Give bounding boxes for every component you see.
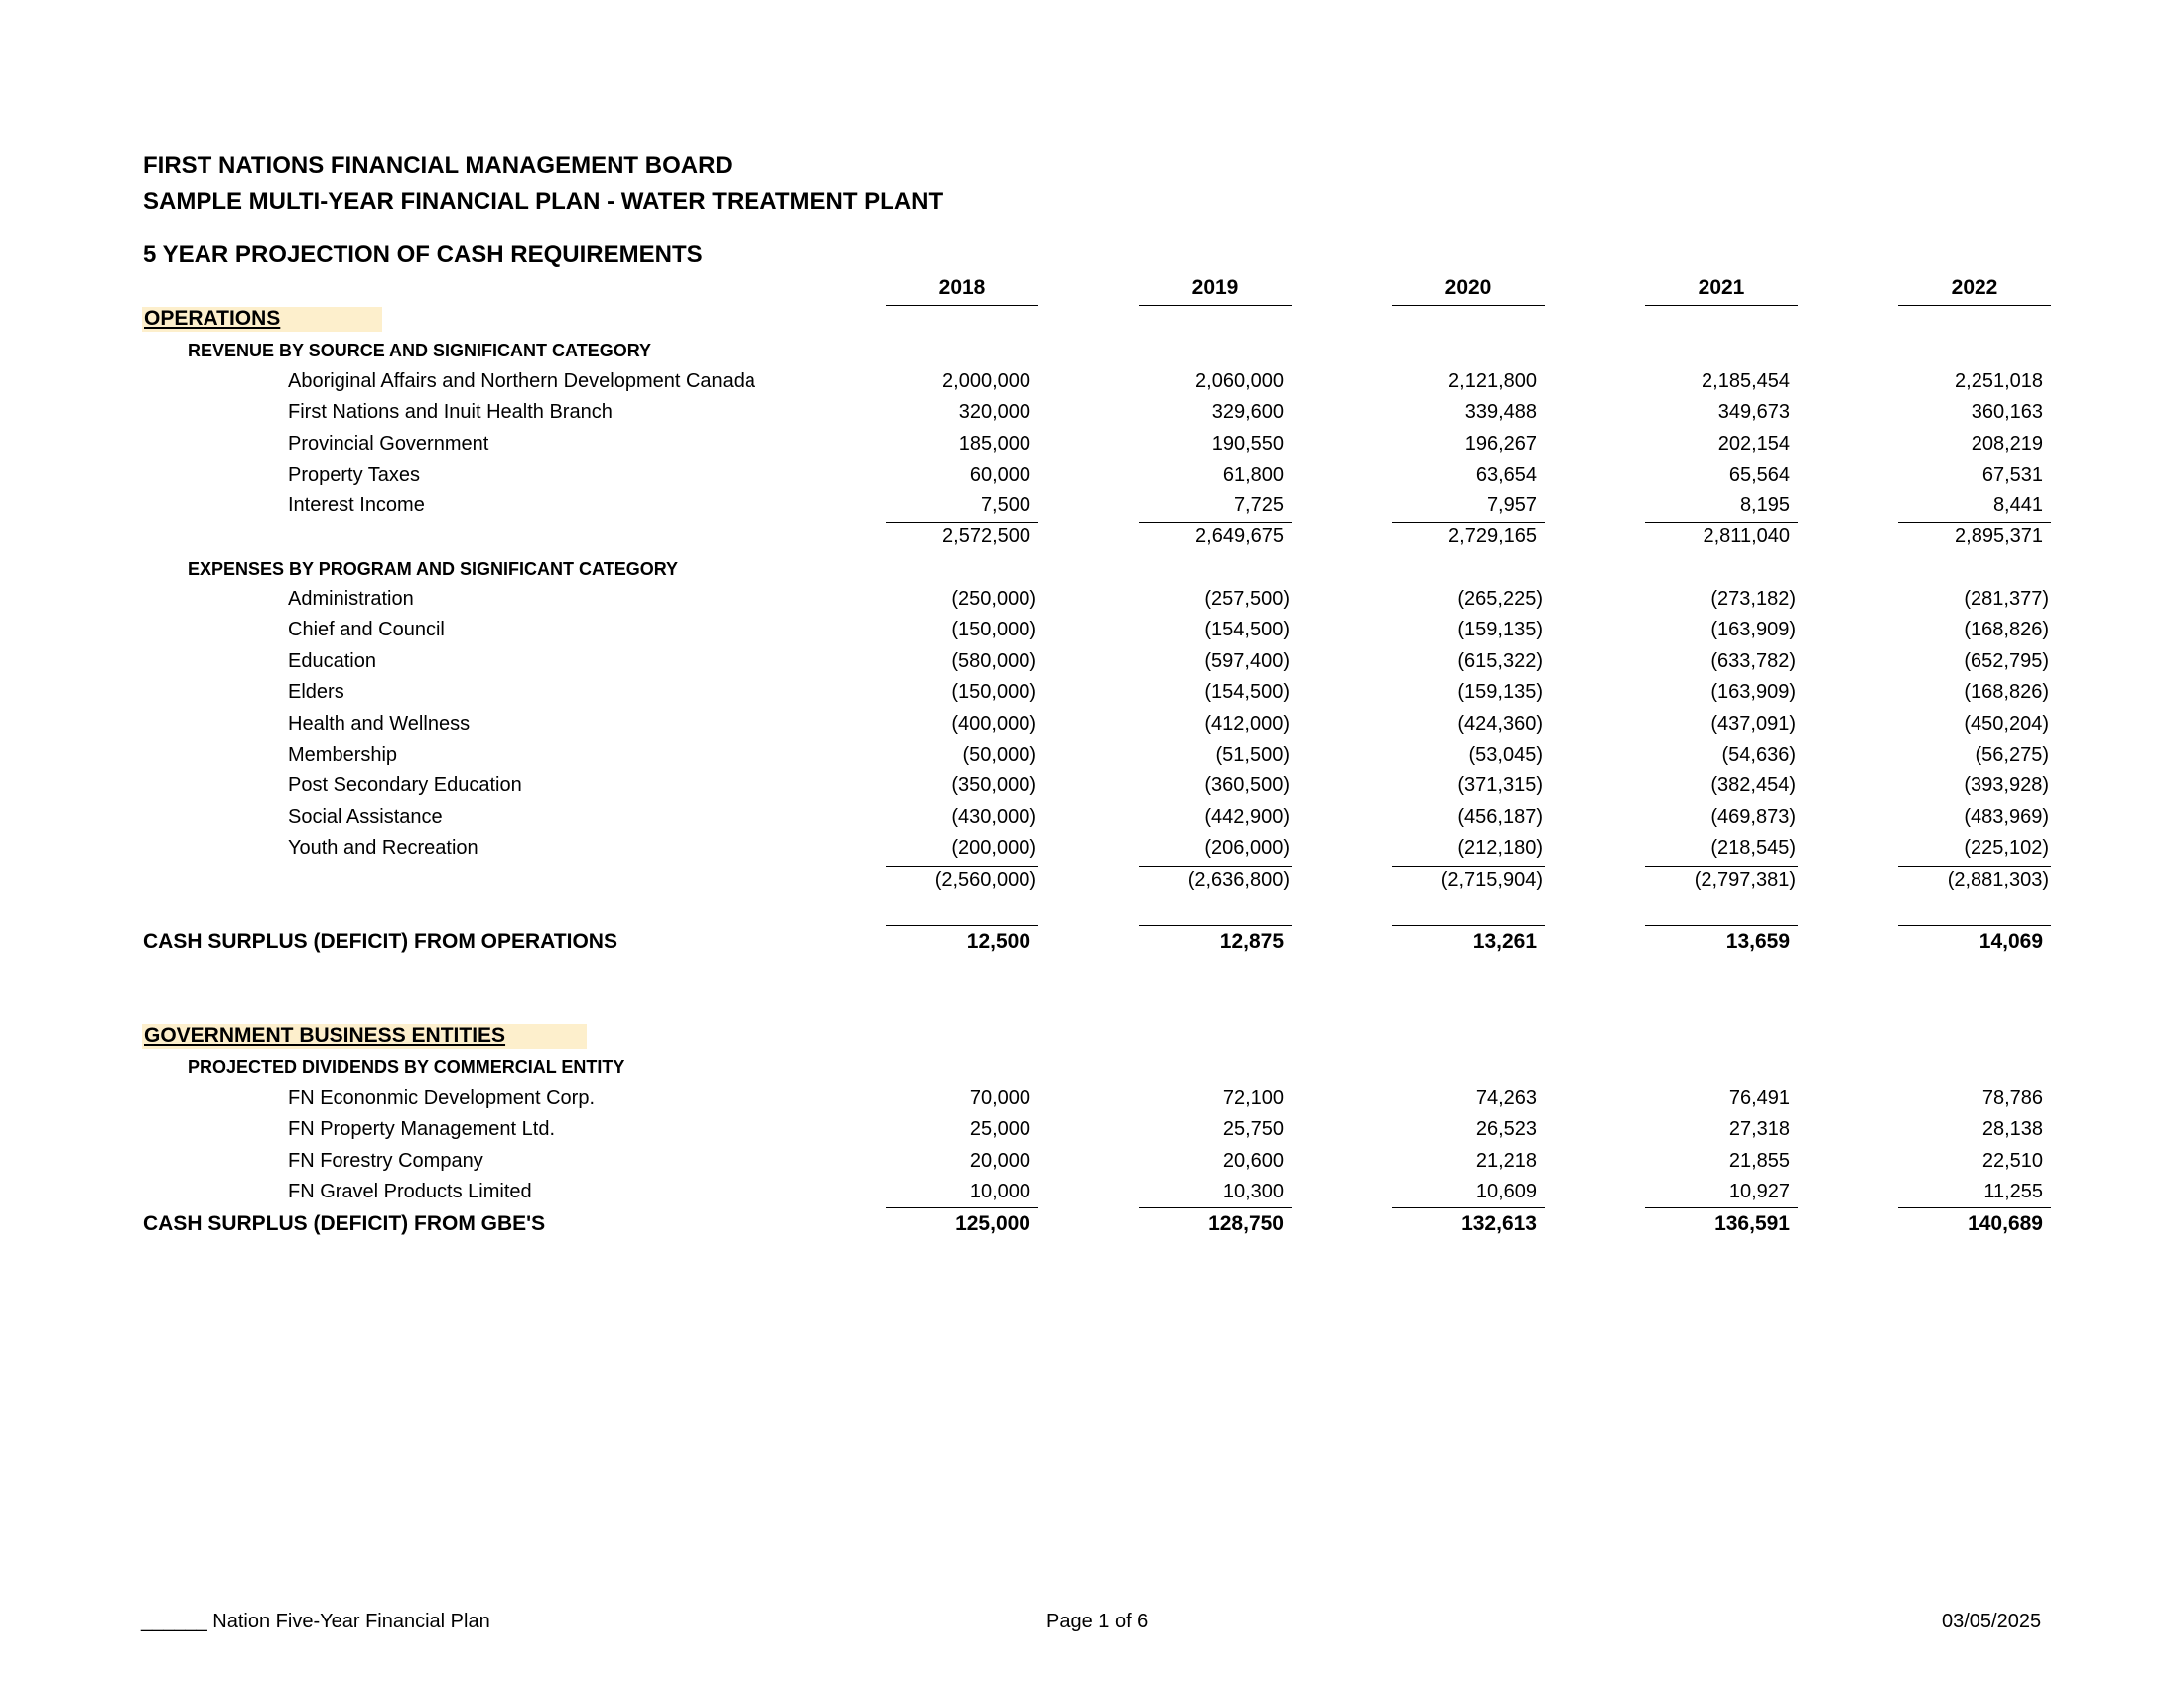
revenue-value: 339,488 bbox=[1464, 401, 1537, 423]
dividend-value: 10,609 bbox=[1475, 1181, 1537, 1202]
expense-item-label: Chief and Council bbox=[288, 619, 445, 640]
gbe-surplus-rule bbox=[1392, 1207, 1545, 1208]
footer-plan-name: ______ Nation Five-Year Financial Plan bbox=[141, 1611, 490, 1632]
expense-item-label: Elders bbox=[288, 681, 344, 703]
revenue-value: 63,654 bbox=[1475, 464, 1537, 486]
expense-value: (469,873) bbox=[1710, 806, 1796, 828]
expense-value: (150,000) bbox=[951, 681, 1036, 703]
dividend-value: 76,491 bbox=[1728, 1087, 1790, 1109]
expense-subtotal-rule bbox=[1645, 866, 1798, 867]
org-title: FIRST NATIONS FINANCIAL MANAGEMENT BOARD bbox=[143, 152, 733, 179]
revenue-item-label: Property Taxes bbox=[288, 464, 421, 486]
expense-value: (483,969) bbox=[1964, 806, 2049, 828]
revenue-item-label: Aboriginal Affairs and Northern Development Canada bbox=[288, 370, 756, 392]
expense-value: (430,000) bbox=[951, 806, 1036, 828]
expense-value: (382,454) bbox=[1710, 774, 1796, 796]
dividend-value: 10,000 bbox=[969, 1181, 1030, 1202]
revenue-value: 2,000,000 bbox=[942, 370, 1030, 392]
revenue-value: 329,600 bbox=[1211, 401, 1284, 423]
expense-value: (159,135) bbox=[1457, 681, 1543, 703]
expense-value: (168,826) bbox=[1964, 619, 2049, 640]
revenue-subtotal-rule bbox=[1898, 522, 2051, 523]
expense-item-label: Education bbox=[288, 650, 376, 672]
gbe-surplus-value: 125,000 bbox=[955, 1212, 1030, 1235]
year-header-2021: 2021 bbox=[1645, 276, 1798, 306]
expense-value: (154,500) bbox=[1204, 619, 1290, 640]
gbe-surplus-value: 132,613 bbox=[1461, 1212, 1537, 1235]
gbe-surplus-rule bbox=[1139, 1207, 1292, 1208]
expense-value: (200,000) bbox=[951, 837, 1036, 859]
expense-value: (615,322) bbox=[1457, 650, 1543, 672]
dividend-value: 28,138 bbox=[1981, 1118, 2043, 1140]
expense-value: (250,000) bbox=[951, 588, 1036, 610]
revenue-value: 349,673 bbox=[1717, 401, 1790, 423]
dividend-value: 78,786 bbox=[1981, 1087, 2043, 1109]
revenue-value: 60,000 bbox=[969, 464, 1030, 486]
operations-surplus-value: 13,261 bbox=[1472, 930, 1537, 953]
expense-value: (400,000) bbox=[951, 713, 1036, 735]
operations-surplus-value: 12,500 bbox=[966, 930, 1030, 953]
dividend-item-label: FN Econonmic Development Corp. bbox=[288, 1087, 596, 1109]
operations-surplus-label: CASH SURPLUS (DEFICIT) FROM OPERATIONS bbox=[143, 930, 617, 953]
dividend-value: 74,263 bbox=[1475, 1087, 1537, 1109]
expense-value: (51,500) bbox=[1215, 744, 1290, 766]
section-gbe: GOVERNMENT BUSINESS ENTITIES bbox=[142, 1024, 587, 1049]
expense-value: (456,187) bbox=[1457, 806, 1543, 828]
revenue-subtotal-rule bbox=[1645, 522, 1798, 523]
revenue-subtotal-rule bbox=[1392, 522, 1545, 523]
expense-value: (265,225) bbox=[1457, 588, 1543, 610]
operations-surplus-rule bbox=[1898, 925, 2051, 926]
expense-value: (150,000) bbox=[951, 619, 1036, 640]
revenue-total-value: 2,895,371 bbox=[1955, 525, 2043, 547]
expense-value: (597,400) bbox=[1204, 650, 1290, 672]
revenue-value: 190,550 bbox=[1211, 433, 1284, 455]
revenue-value: 8,195 bbox=[1739, 494, 1790, 516]
dividend-value: 25,000 bbox=[969, 1118, 1030, 1140]
gbe-surplus-label: CASH SURPLUS (DEFICIT) FROM GBE'S bbox=[143, 1212, 546, 1235]
gbe-surplus-rule bbox=[1898, 1207, 2051, 1208]
revenue-value: 7,957 bbox=[1486, 494, 1537, 516]
revenue-total-value: 2,811,040 bbox=[1703, 525, 1790, 547]
revenue-total-value: 2,649,675 bbox=[1195, 525, 1284, 547]
revenue-subtotal-rule bbox=[1139, 522, 1292, 523]
revenue-value: 61,800 bbox=[1222, 464, 1284, 486]
revenue-heading: REVENUE BY SOURCE AND SIGNIFICANT CATEGORY bbox=[188, 341, 652, 360]
operations-surplus-value: 14,069 bbox=[1979, 930, 2043, 953]
dividend-value: 20,600 bbox=[1222, 1150, 1284, 1172]
operations-surplus-rule bbox=[1139, 925, 1292, 926]
revenue-item-label: First Nations and Inuit Health Branch bbox=[288, 401, 613, 423]
operations-surplus-value: 12,875 bbox=[1219, 930, 1284, 953]
expense-value: (371,315) bbox=[1457, 774, 1543, 796]
expense-item-label: Health and Wellness bbox=[288, 713, 471, 735]
revenue-value: 67,531 bbox=[1981, 464, 2043, 486]
year-header-2020: 2020 bbox=[1392, 276, 1545, 306]
dividend-value: 10,300 bbox=[1222, 1181, 1284, 1202]
expense-value: (450,204) bbox=[1964, 713, 2049, 735]
expense-value: (50,000) bbox=[962, 744, 1036, 766]
revenue-value: 8,441 bbox=[1992, 494, 2043, 516]
expense-value: (206,000) bbox=[1204, 837, 1290, 859]
dividends-heading: PROJECTED DIVIDENDS BY COMMERCIAL ENTITY bbox=[188, 1057, 625, 1077]
revenue-value: 7,500 bbox=[980, 494, 1030, 516]
expense-value: (412,000) bbox=[1204, 713, 1290, 735]
year-header-2018: 2018 bbox=[886, 276, 1038, 306]
gbe-surplus-value: 136,591 bbox=[1714, 1212, 1790, 1235]
dividend-item-label: FN Property Management Ltd. bbox=[288, 1118, 556, 1140]
revenue-value: 2,251,018 bbox=[1955, 370, 2043, 392]
expense-value: (437,091) bbox=[1710, 713, 1796, 735]
dividend-value: 22,510 bbox=[1981, 1150, 2043, 1172]
revenue-total-value: 2,729,165 bbox=[1448, 525, 1537, 547]
expense-value: (212,180) bbox=[1457, 837, 1543, 859]
expense-value: (442,900) bbox=[1204, 806, 1290, 828]
expense-item-label: Youth and Recreation bbox=[288, 837, 478, 859]
dividend-value: 27,318 bbox=[1728, 1118, 1790, 1140]
expense-total-value: (2,715,904) bbox=[1440, 869, 1543, 891]
expense-total-value: (2,881,303) bbox=[1947, 869, 2049, 891]
revenue-value: 2,121,800 bbox=[1448, 370, 1537, 392]
revenue-subtotal-rule bbox=[886, 522, 1038, 523]
expense-value: (225,102) bbox=[1964, 837, 2049, 859]
revenue-value: 2,060,000 bbox=[1195, 370, 1284, 392]
gbe-surplus-value: 128,750 bbox=[1208, 1212, 1284, 1235]
revenue-item-label: Provincial Government bbox=[288, 433, 489, 455]
revenue-total-value: 2,572,500 bbox=[942, 525, 1030, 547]
operations-surplus-value: 13,659 bbox=[1725, 930, 1790, 953]
expense-value: (163,909) bbox=[1710, 619, 1796, 640]
dividend-value: 25,750 bbox=[1222, 1118, 1284, 1140]
gbe-surplus-rule bbox=[1645, 1207, 1798, 1208]
dividend-value: 10,927 bbox=[1728, 1181, 1790, 1202]
section-operations: OPERATIONS bbox=[142, 307, 382, 332]
revenue-item-label: Interest Income bbox=[288, 494, 425, 516]
dividend-value: 21,855 bbox=[1728, 1150, 1790, 1172]
expense-value: (350,000) bbox=[951, 774, 1036, 796]
expense-subtotal-rule bbox=[1898, 866, 2051, 867]
operations-surplus-rule bbox=[886, 925, 1038, 926]
plan-title: SAMPLE MULTI-YEAR FINANCIAL PLAN - WATER TREATMENT PLANT bbox=[143, 188, 944, 214]
expense-value: (53,045) bbox=[1468, 744, 1543, 766]
expense-item-label: Post Secondary Education bbox=[288, 774, 522, 796]
year-header-2019: 2019 bbox=[1139, 276, 1292, 306]
dividend-value: 72,100 bbox=[1222, 1087, 1284, 1109]
footer-page-number: Page 1 of 6 bbox=[1046, 1611, 1149, 1632]
gbe-surplus-value: 140,689 bbox=[1968, 1212, 2043, 1235]
expense-total-value: (2,797,381) bbox=[1694, 869, 1796, 891]
revenue-value: 185,000 bbox=[958, 433, 1030, 455]
expense-value: (281,377) bbox=[1964, 588, 2049, 610]
expense-value: (393,928) bbox=[1964, 774, 2049, 796]
dividend-value: 70,000 bbox=[969, 1087, 1030, 1109]
operations-surplus-rule bbox=[1392, 925, 1545, 926]
expense-item-label: Membership bbox=[288, 744, 398, 766]
revenue-value: 65,564 bbox=[1728, 464, 1790, 486]
expense-subtotal-rule bbox=[1392, 866, 1545, 867]
dividend-value: 20,000 bbox=[969, 1150, 1030, 1172]
expense-value: (424,360) bbox=[1457, 713, 1543, 735]
expense-value: (652,795) bbox=[1964, 650, 2049, 672]
expense-value: (168,826) bbox=[1964, 681, 2049, 703]
dividend-item-label: FN Gravel Products Limited bbox=[288, 1181, 532, 1202]
operations-surplus-rule bbox=[1645, 925, 1798, 926]
revenue-value: 7,725 bbox=[1233, 494, 1284, 516]
expense-subtotal-rule bbox=[886, 866, 1038, 867]
dividend-item-label: FN Forestry Company bbox=[288, 1150, 483, 1172]
revenue-value: 208,219 bbox=[1971, 433, 2043, 455]
expense-value: (159,135) bbox=[1457, 619, 1543, 640]
expense-value: (580,000) bbox=[951, 650, 1036, 672]
expense-value: (218,545) bbox=[1710, 837, 1796, 859]
expense-value: (633,782) bbox=[1710, 650, 1796, 672]
expense-total-value: (2,636,800) bbox=[1187, 869, 1290, 891]
expense-value: (273,182) bbox=[1710, 588, 1796, 610]
revenue-value: 2,185,454 bbox=[1702, 370, 1790, 392]
dividend-value: 11,255 bbox=[1983, 1181, 2043, 1202]
dividend-value: 26,523 bbox=[1475, 1118, 1537, 1140]
expenses-heading: EXPENSES BY PROGRAM AND SIGNIFICANT CATEGORY bbox=[188, 559, 679, 579]
revenue-value: 202,154 bbox=[1717, 433, 1790, 455]
revenue-value: 360,163 bbox=[1971, 401, 2043, 423]
expense-item-label: Social Assistance bbox=[288, 806, 443, 828]
expense-value: (154,500) bbox=[1204, 681, 1290, 703]
dividend-value: 21,218 bbox=[1475, 1150, 1537, 1172]
footer-date: 03/05/2025 bbox=[1942, 1611, 2042, 1632]
expense-item-label: Administration bbox=[288, 588, 414, 610]
revenue-value: 196,267 bbox=[1464, 433, 1537, 455]
expense-total-value: (2,560,000) bbox=[934, 869, 1036, 891]
projection-title: 5 YEAR PROJECTION OF CASH REQUIREMENTS bbox=[143, 241, 703, 268]
expense-value: (56,275) bbox=[1975, 744, 2049, 766]
expense-value: (54,636) bbox=[1721, 744, 1796, 766]
expense-value: (163,909) bbox=[1710, 681, 1796, 703]
expense-value: (257,500) bbox=[1204, 588, 1290, 610]
gbe-surplus-rule bbox=[886, 1207, 1038, 1208]
year-header-2022: 2022 bbox=[1898, 276, 2051, 306]
expense-subtotal-rule bbox=[1139, 866, 1292, 867]
revenue-value: 320,000 bbox=[958, 401, 1030, 423]
expense-value: (360,500) bbox=[1204, 774, 1290, 796]
